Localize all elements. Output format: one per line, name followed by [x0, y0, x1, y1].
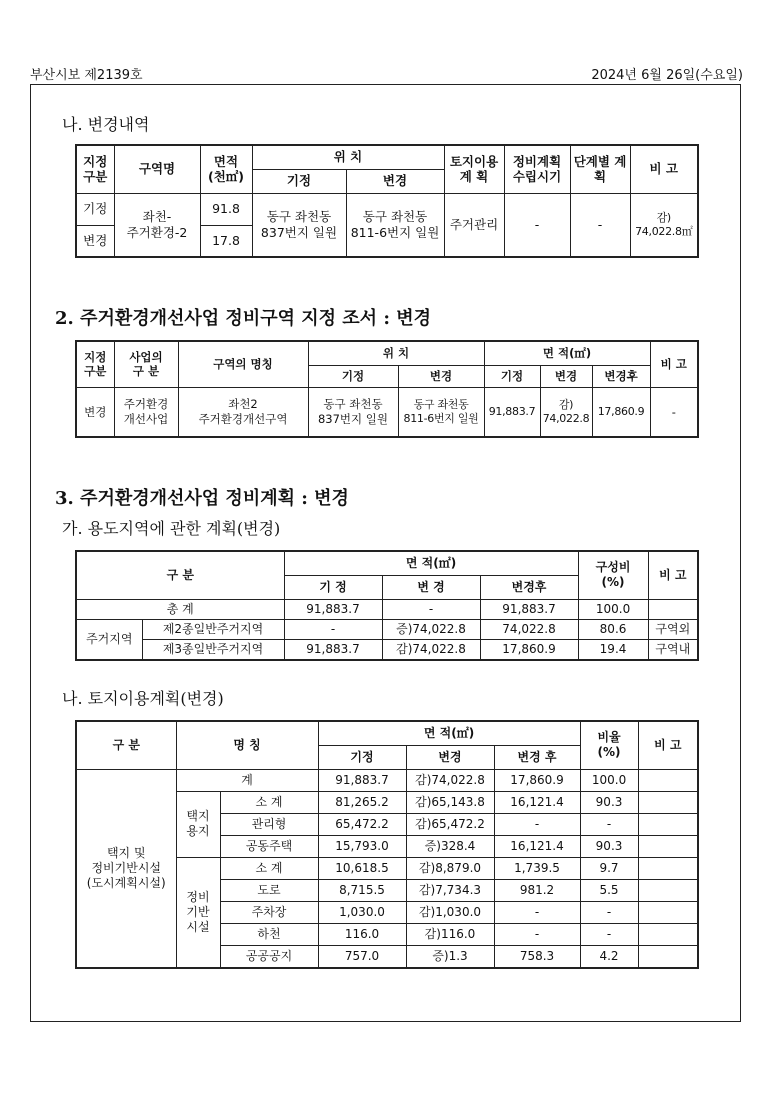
zoning-col-before: 기 정 [284, 575, 382, 599]
landuse-row: 하천 116.0 감)116.0 - - [76, 923, 698, 945]
area-before: 91.8 [200, 193, 252, 225]
col-plan-time: 정비계획 수립시기 [504, 145, 570, 193]
page-header [30, 64, 743, 82]
section3-title: 3. 주거환경개선사업 정비계획 : 변경 [55, 488, 349, 509]
row1-designation: 기정 [76, 193, 114, 225]
zoning-group: 주거지역 [76, 619, 142, 660]
col-location-before: 기정 [252, 169, 346, 193]
col-zone-name: 구역명 [114, 145, 200, 193]
landuse-row: 공동주택 15,793.0 증)328.4 16,121.4 90.3 [76, 835, 698, 857]
zoning-total-row: 총 계 91,883.7 - 91,883.7 100.0 [76, 599, 698, 619]
publication-issue: 부산시보 제2139호 [30, 68, 143, 83]
landuse-row: 관리형 65,472.2 감)65,472.2 - - [76, 813, 698, 835]
landuse-col-ratio: 비율 (%) [580, 721, 638, 769]
landuse-table [75, 720, 699, 969]
col-land-use: 토지이용 계 획 [444, 145, 504, 193]
s2-col-area: 면 적(㎡) [484, 341, 650, 365]
s2-area-before: 91,883.7 [484, 387, 540, 437]
zoning-col-after: 변경후 [480, 575, 578, 599]
s2-col-loc-before: 기정 [308, 365, 398, 387]
s2-designation: 변경 [76, 387, 114, 437]
zone-designation-table [75, 340, 699, 438]
location-before: 동구 좌천동 837번지 일원 [252, 193, 346, 257]
change-history-title: 나. 변경내역 [62, 115, 150, 134]
s2-loc-after: 동구 좌천동 811-6번지 일원 [398, 387, 484, 437]
landuse-plan-title: 나. 토지이용계획(변경) [62, 689, 224, 708]
landuse-row: 택지 용지 소 계 81,265.2 감)65,143.8 16,121.4 90.3 [76, 791, 698, 813]
area-after: 17.8 [200, 225, 252, 257]
col-area: 면적 (천㎡) [200, 145, 252, 193]
location-after: 동구 좌천동 811-6번지 일원 [346, 193, 444, 257]
landuse-row: 공공공지 757.0 증)1.3 758.3 4.2 [76, 945, 698, 968]
zoning-col-area: 면 적(㎡) [284, 551, 578, 575]
zoning-row: 주거지역 제2종일반주거지역 - 증)74,022.8 74,022.8 80.6 구역외 [76, 619, 698, 639]
section2-title: 2. 주거환경개선사업 정비구역 지정 조서 : 변경 [55, 308, 432, 329]
s2-col-location: 위 치 [308, 341, 484, 365]
zoning-col-note: 비 고 [648, 551, 698, 599]
zone-name: 좌천- 주거환경-2 [114, 193, 200, 257]
landuse-col-change: 변경 [406, 745, 494, 769]
zoning-plan-title: 가. 용도지역에 관한 계획(변경) [62, 519, 281, 538]
zoning-col-category: 구 분 [76, 551, 284, 599]
col-location: 위 치 [252, 145, 444, 169]
plan-time: - [504, 193, 570, 257]
row2-designation: 변경 [76, 225, 114, 257]
change-history-table [75, 144, 699, 258]
col-designation: 지정 구분 [76, 145, 114, 193]
s2-project: 주거환경 개선사업 [114, 387, 178, 437]
zoning-col-ratio: 구성비 (%) [578, 551, 648, 599]
landuse-col-before: 기정 [318, 745, 406, 769]
s2-loc-before: 동구 좌천동 837번지 일원 [308, 387, 398, 437]
s2-col-project: 사업의 구 분 [114, 341, 178, 387]
note: 감) 74,022.8㎡ [630, 193, 698, 257]
s2-col-area-after: 변경후 [592, 365, 650, 387]
landuse-group-infrastructure: 정비 기반 시설 [176, 857, 220, 968]
landuse-row: 도로 8,715.5 감)7,734.3 981.2 5.5 [76, 879, 698, 901]
col-phase: 단계별 계 획 [570, 145, 630, 193]
landuse-total-row: 택지 및 정비기반시설 (도시계획시설) 계 91,883.7 감)74,022.8 17,860.9 100.0 [76, 769, 698, 791]
col-note: 비 고 [630, 145, 698, 193]
publication-date: 2024년 6월 26일(수요일) [591, 68, 743, 83]
landuse-col-note: 비 고 [638, 721, 698, 769]
phase: - [570, 193, 630, 257]
s2-col-note: 비 고 [650, 341, 698, 387]
col-location-after: 변경 [346, 169, 444, 193]
zoning-col-change: 변 경 [382, 575, 480, 599]
s2-zone-name: 좌천2 주거환경개선구역 [178, 387, 308, 437]
landuse-col-after: 변경 후 [494, 745, 580, 769]
s2-col-area-change: 변경 [540, 365, 592, 387]
landuse-category: 택지 및 정비기반시설 (도시계획시설) [76, 769, 176, 968]
s2-col-area-before: 기정 [484, 365, 540, 387]
s2-col-designation: 지정 구분 [76, 341, 114, 387]
landuse-row: 정비 기반 시설 소 계 10,618.5 감)8,879.0 1,739.5 9.7 [76, 857, 698, 879]
land-use: 주거관리 [444, 193, 504, 257]
landuse-col-name: 명 칭 [176, 721, 318, 769]
landuse-col-area: 면 적(㎡) [318, 721, 580, 745]
s2-col-loc-after: 변경 [398, 365, 484, 387]
zoning-table [75, 550, 699, 661]
s2-area-after: 17,860.9 [592, 387, 650, 437]
zoning-row: 제3종일반주거지역 91,883.7 감)74,022.8 17,860.9 19.4 구역내 [76, 639, 698, 660]
s2-note: - [650, 387, 698, 437]
s2-col-zone-name: 구역의 명칭 [178, 341, 308, 387]
s2-area-change: 감) 74,022.8 [540, 387, 592, 437]
landuse-col-category: 구 분 [76, 721, 176, 769]
landuse-group-residential: 택지 용지 [176, 791, 220, 857]
landuse-row: 주차장 1,030.0 감)1,030.0 - - [76, 901, 698, 923]
